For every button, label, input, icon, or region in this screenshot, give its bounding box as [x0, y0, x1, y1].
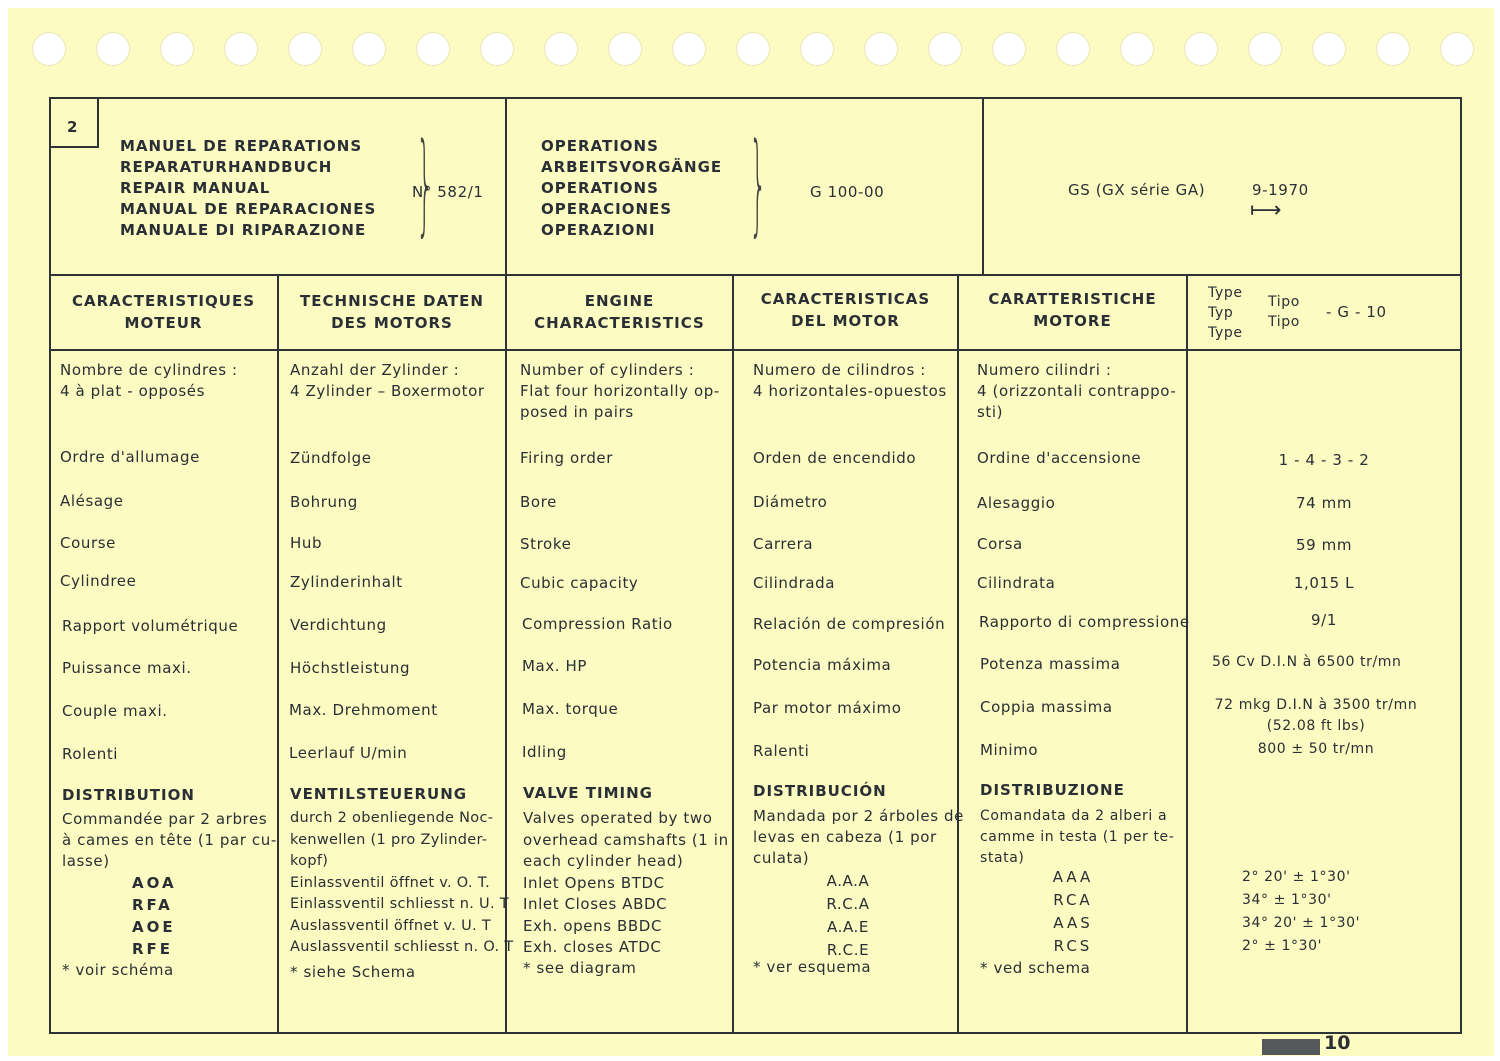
binder-hole — [1440, 32, 1474, 66]
manual-number: N° 582/1 — [412, 183, 484, 201]
cell-en: Cubic capacity — [520, 574, 639, 592]
distribution-title-en: VALVE TIMING — [523, 784, 653, 802]
cell-en: Number of cylinders : Flat four horizontally op- posed in pairs — [520, 361, 720, 421]
cell-it: Numero cilindri : 4 (orizzontali contrappo- sti) — [977, 361, 1177, 421]
engine-type: - G - 10 — [1326, 303, 1387, 321]
cell-de: Anzahl der Zylinder : 4 Zylinder – Boxermotor — [290, 361, 485, 400]
column-header-it: CARATTERISTICHE MOTORE — [988, 290, 1157, 330]
cell-es: Carrera — [753, 535, 814, 553]
cell-fr: Rapport volumétrique — [62, 617, 239, 635]
cell-de: Hub — [290, 534, 323, 552]
diagram-note-fr: * voir schéma — [62, 961, 174, 979]
diagram-note-de: * siehe Schema — [290, 963, 416, 981]
binder-hole — [160, 32, 194, 66]
tipo-labels: Tipo Tipo — [1268, 294, 1300, 330]
distribution-title-fr: DISTRIBUTION — [62, 786, 195, 804]
model-name: GS (GX série GA) — [1068, 181, 1206, 199]
binder-hole — [928, 32, 962, 66]
binder-hole — [1312, 32, 1346, 66]
distribution-title-de: VENTILSTEUERUNG — [290, 785, 468, 803]
cell-fr: Course — [60, 534, 116, 552]
cell-fr: Puissance maxi. — [62, 659, 192, 677]
cell-en: Firing order — [520, 449, 614, 467]
cell-value: 1 - 4 - 3 - 2 — [1278, 451, 1370, 469]
binder-hole — [736, 32, 770, 66]
divider — [277, 275, 279, 1033]
cell-es: Ralenti — [753, 742, 810, 760]
cell-es: Par motor máximo — [753, 699, 902, 717]
edition-date: 9-1970 — [1252, 181, 1309, 199]
distribution-text-de: durch 2 obenliegende Noc- kenwellen (1 pro Zylinder- kopf) Einlassventil öffnet v. O. T. Einlassventil schliesst n. U. T Auslassventil öffnet v. U. T Auslassventil schliesst n. O. T — [290, 810, 514, 955]
cell-value: 9/1 — [1311, 611, 1337, 629]
cell-value: 800 ± 50 tr/mn — [1257, 741, 1375, 757]
binder-holes — [0, 0, 1500, 90]
binder-hole — [864, 32, 898, 66]
cell-de: Max. Drehmoment — [289, 701, 438, 719]
divider — [732, 275, 734, 1033]
divider — [982, 98, 984, 276]
binder-hole — [1376, 32, 1410, 66]
distribution-text-it: Comandata da 2 alberi a camme in testa (1 per te- stata) — [980, 808, 1175, 866]
column-header-es: CARACTERISTICAS DEL MOTOR — [760, 290, 931, 330]
cell-es: Cilindrada — [753, 574, 836, 592]
column-header-en: ENGINE CHARACTERISTICS — [534, 292, 705, 332]
cell-de: Zylinderinhalt — [290, 573, 403, 591]
section-number: 2 — [67, 118, 79, 136]
divider — [1186, 275, 1188, 1033]
distribution-title-it: DISTRIBUZIONE — [980, 781, 1125, 799]
cell-es: Relación de compresión — [753, 615, 946, 633]
cell-it: Ordine d'accensione — [977, 449, 1142, 467]
cell-en: Max. torque — [522, 700, 619, 718]
binder-hole — [1056, 32, 1090, 66]
cell-en: Idling — [522, 743, 567, 761]
binder-hole — [672, 32, 706, 66]
timing-codes-fr: AOA RFA AOE RFE — [132, 874, 177, 958]
divider — [49, 349, 1462, 351]
brace-left: } — [416, 119, 434, 247]
type-labels: Type Typ Type — [1208, 285, 1243, 341]
timing-codes-es: A.A.A R.C.A A.A.E R.C.E — [826, 872, 870, 959]
cell-de: Verdichtung — [290, 616, 387, 634]
binder-hole — [416, 32, 450, 66]
cell-fr: Nombre de cylindres : 4 à plat - opposés — [60, 361, 238, 400]
cell-it: Rapporto di compressione — [979, 613, 1190, 631]
manual-titles: MANUEL DE REPARATIONS REPARATURHANDBUCH REPAIR MANUAL MANUAL DE REPARACIONES MANUALE DI RIPARAZIONE — [120, 137, 377, 239]
column-header-de: TECHNISCHE DATEN DES MOTORS — [300, 292, 484, 332]
cell-it: Alesaggio — [977, 494, 1056, 512]
cell-value: 72 mkg D.I.N à 3500 tr/mn (52.08 ft lbs) — [1214, 697, 1418, 734]
cell-value: 59 mm — [1295, 536, 1353, 554]
cell-fr: Alésage — [60, 492, 124, 510]
binder-hole — [800, 32, 834, 66]
divider — [49, 274, 1462, 276]
cell-en: Stroke — [520, 535, 572, 553]
page-number: 10 — [1324, 1032, 1351, 1054]
cell-fr: Rolenti — [62, 745, 119, 763]
operation-code: G 100-00 — [810, 183, 885, 201]
cell-it: Potenza massima — [980, 655, 1121, 673]
cell-value: 1,015 L — [1293, 574, 1355, 592]
cell-value: 56 Cv D.I.N à 6500 tr/mn — [1212, 654, 1402, 670]
arrow-icon: ⟼ — [1250, 198, 1283, 223]
binder-hole — [992, 32, 1026, 66]
cell-fr: Couple maxi. — [62, 702, 168, 720]
cell-it: Coppia massima — [980, 698, 1113, 716]
cell-es: Diámetro — [753, 493, 828, 511]
distribution-text-es: Mandada por 2 árboles de levas en cabeza (1 por culata) — [753, 807, 964, 867]
cell-it: Minimo — [980, 741, 1039, 759]
timing-values: 2° 20' ± 1°30' 34° ± 1°30' 34° 20' ± 1°30' 2° ± 1°30' — [1242, 869, 1361, 954]
page-marker — [1262, 1039, 1320, 1055]
binder-hole — [608, 32, 642, 66]
binder-hole — [224, 32, 258, 66]
cell-en: Max. HP — [522, 657, 588, 675]
cell-value: 74 mm — [1295, 494, 1353, 512]
binder-hole — [1248, 32, 1282, 66]
cell-es: Orden de encendido — [753, 449, 917, 467]
cell-it: Cilindrata — [977, 574, 1056, 592]
binder-hole — [352, 32, 386, 66]
cell-en: Compression Ratio — [522, 615, 673, 633]
cell-fr: Ordre d'allumage — [60, 448, 200, 466]
diagram-note-en: * see diagram — [523, 959, 637, 977]
cell-en: Bore — [520, 493, 557, 511]
cell-de: Zündfolge — [290, 449, 372, 467]
operation-titles: OPERATIONS ARBEITSVORGÄNGE OPERATIONS OPERACIONES OPERAZIONI — [541, 137, 723, 239]
cell-fr: Cylindree — [60, 572, 137, 590]
binder-hole — [1184, 32, 1218, 66]
distribution-text-en: Valves operated by two overhead camshafts (1 in each cylinder head) Inlet Opens BTDC Inlet Closes ABDC Exh. opens BBDC Exh. closes ATDC — [523, 809, 729, 956]
cell-de: Höchstleistung — [290, 659, 411, 677]
binder-hole — [480, 32, 514, 66]
binder-hole — [544, 32, 578, 66]
diagram-note-it: * ved schema — [980, 959, 1091, 977]
cell-it: Corsa — [977, 535, 1023, 553]
brace-right: } — [749, 119, 767, 247]
cell-es: Numero de cilindros : 4 horizontales-opuestos — [753, 361, 947, 400]
diagram-note-es: * ver esquema — [753, 958, 872, 976]
divider — [957, 275, 959, 1033]
binder-hole — [288, 32, 322, 66]
cell-es: Potencia máxima — [753, 656, 892, 674]
cell-de: Leerlauf U/min — [289, 744, 408, 762]
distribution-title-es: DISTRIBUCIÓN — [753, 782, 887, 800]
binder-hole — [96, 32, 130, 66]
binder-hole — [32, 32, 66, 66]
binder-hole — [1120, 32, 1154, 66]
column-header-fr: CARACTERISTIQUES MOTEUR — [72, 292, 255, 332]
distribution-text-fr: Commandée par 2 arbres à cames en tête (1 par cu- lasse) — [62, 810, 277, 870]
cell-de: Bohrung — [290, 493, 358, 511]
timing-codes-it: AAA RCA AAS RCS — [1052, 868, 1094, 955]
